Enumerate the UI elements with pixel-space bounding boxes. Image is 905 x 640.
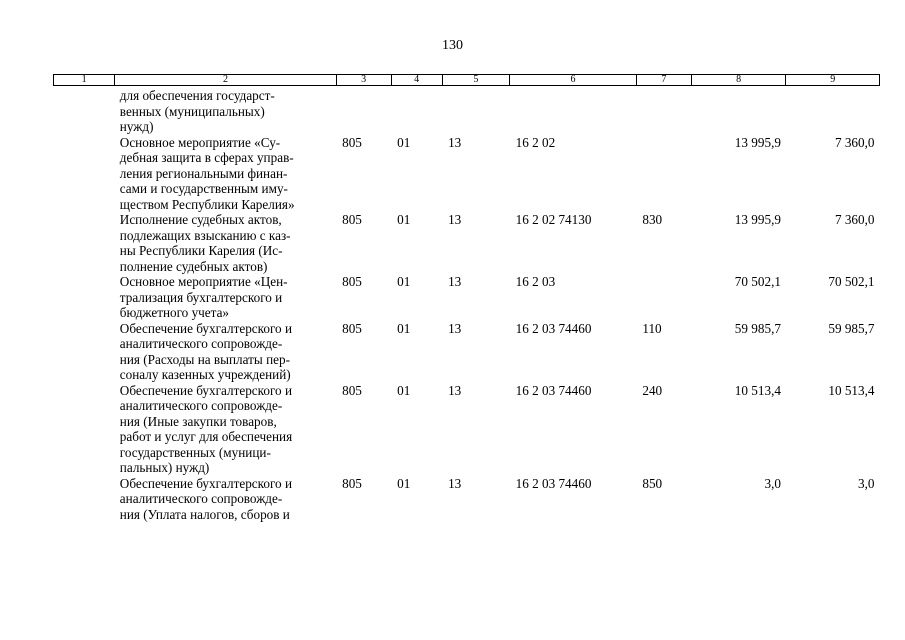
expense-type-cell: 850 [642, 475, 663, 491]
expense-type-cell: 830 [642, 212, 663, 227]
item-name-line: пальных) нужд) [119, 460, 210, 475]
item-name-line: для обеспечения государст- [119, 88, 275, 103]
table-row [54, 476, 880, 523]
grbs-cell: 805 [342, 382, 362, 398]
item-name-cell [115, 476, 336, 523]
subsection-cell: 13 [448, 134, 462, 150]
subsection-cell [442, 86, 510, 135]
table-row [54, 135, 880, 213]
item-name-line: аналитического сопровожде- [119, 398, 283, 413]
column-header: 2 [115, 75, 336, 86]
amount-2-cell: 3,0 [858, 475, 875, 491]
table-row [54, 86, 880, 135]
amount-1-cell [691, 86, 786, 135]
item-name-line: Основное мероприятие «Су- [119, 134, 281, 150]
item-name-line: ления региональными финан- [119, 165, 288, 181]
item-name-line: Основное мероприятие «Цен- [119, 274, 288, 289]
target-article-cell: 16 2 03 [515, 274, 556, 289]
empty-cell [54, 212, 115, 274]
column-header: 7 [636, 75, 691, 86]
item-name-cell [115, 383, 336, 476]
amount-2-cell [786, 86, 880, 135]
amount-2-cell: 7 360,0 [834, 134, 875, 150]
item-name-line: Обеспечение бухгалтерского и [119, 382, 292, 398]
amount-1-cell: 13 995,9 [734, 134, 781, 150]
column-header: 5 [442, 75, 510, 86]
item-name-cell [115, 321, 336, 383]
column-header: 9 [786, 75, 880, 86]
item-name-line: бюджетного учета» [119, 305, 230, 320]
column-header: 4 [391, 75, 442, 86]
empty-cell [54, 86, 115, 135]
item-name-line: ния (Иные закупки товаров, [119, 413, 277, 429]
item-name-line: соналу казенных учреждений) [119, 367, 291, 382]
grbs-cell: 805 [342, 212, 362, 227]
item-name-line: ния (Уплата налогов, сборов и [119, 506, 290, 522]
empty-cell [54, 476, 115, 523]
item-name-cell [115, 135, 336, 213]
item-name-line: государственных (муници- [119, 444, 271, 460]
expense-type-cell [636, 86, 691, 135]
column-header: 8 [691, 75, 786, 86]
item-name-line: Обеспечение бухгалтерского и [119, 320, 292, 336]
column-header: 6 [510, 75, 637, 86]
item-name-line: ны Республики Карелия (Ис- [119, 243, 283, 258]
grbs-cell [336, 86, 391, 135]
empty-cell [54, 321, 115, 383]
item-name-line: работ и услуг для обеспечения [119, 429, 293, 444]
item-name-line: Исполнение судебных актов, [119, 212, 282, 227]
section-cell: 01 [397, 320, 411, 336]
subsection-cell: 13 [448, 320, 462, 336]
subsection-cell: 13 [448, 274, 462, 289]
grbs-cell: 805 [342, 274, 362, 289]
target-article-cell: 16 2 03 74460 [515, 320, 592, 336]
section-cell: 01 [397, 212, 411, 227]
item-name-line: нужд) [119, 119, 154, 134]
table-body [54, 86, 880, 523]
table-row [54, 383, 880, 476]
amount-1-cell: 59 985,7 [734, 320, 781, 336]
amount-1-cell: 13 995,9 [734, 212, 781, 227]
table-row [54, 321, 880, 383]
empty-cell [54, 383, 115, 476]
item-name-line: аналитического сопровожде- [119, 491, 283, 506]
table-row [54, 212, 880, 274]
item-name-cell [115, 274, 336, 321]
subsection-cell: 13 [448, 212, 462, 227]
budget-table [53, 74, 880, 522]
target-article-cell: 16 2 03 74460 [515, 475, 592, 491]
grbs-cell: 805 [342, 134, 362, 150]
item-name-cell [115, 212, 336, 274]
item-name-cell [115, 86, 336, 135]
subsection-cell: 13 [448, 475, 462, 491]
item-name-line: ществом Республики Карелия» [119, 196, 295, 212]
item-name-line: полнение судебных актов) [119, 258, 268, 274]
section-cell [391, 86, 442, 135]
item-name-line: трализация бухгалтерского и [119, 289, 283, 305]
expense-type-cell [636, 274, 691, 321]
amount-2-cell: 70 502,1 [828, 274, 875, 289]
item-name-line: дебная защита в сферах управ- [119, 150, 294, 165]
section-cell: 01 [397, 382, 411, 398]
table-row [54, 274, 880, 321]
amount-2-cell: 7 360,0 [834, 212, 875, 227]
column-header: 1 [54, 75, 115, 86]
target-article-cell: 16 2 03 74460 [515, 382, 592, 398]
expense-type-cell [636, 135, 691, 213]
item-name-line: аналитического сопровожде- [119, 336, 283, 351]
amount-1-cell: 3,0 [764, 475, 781, 491]
section-cell: 01 [397, 475, 411, 491]
subsection-cell: 13 [448, 382, 462, 398]
table-header-row [54, 75, 880, 86]
amount-2-cell: 10 513,4 [828, 382, 875, 398]
empty-cell [54, 135, 115, 213]
amount-1-cell: 10 513,4 [734, 382, 781, 398]
item-name-line: Обеспечение бухгалтерского и [119, 475, 292, 491]
column-header: 3 [336, 75, 391, 86]
amount-1-cell: 70 502,1 [734, 274, 781, 289]
item-name-line: ния (Расходы на выплаты пер- [119, 351, 290, 367]
target-article-cell: 16 2 02 74130 [515, 212, 592, 227]
target-article-cell [510, 86, 637, 135]
grbs-cell: 805 [342, 320, 362, 336]
item-name-line: подлежащих взысканию с каз- [119, 227, 291, 243]
item-name-line: сами и государственным иму- [119, 181, 288, 196]
expense-type-cell: 240 [642, 382, 663, 398]
item-name-line: венных (муниципальных) [119, 103, 265, 119]
section-cell: 01 [397, 274, 411, 289]
expense-type-cell: 110 [642, 320, 662, 336]
amount-2-cell: 59 985,7 [828, 320, 875, 336]
empty-cell [54, 274, 115, 321]
section-cell: 01 [397, 134, 411, 150]
target-article-cell: 16 2 02 [515, 134, 556, 150]
grbs-cell: 805 [342, 475, 362, 491]
page-number: 130 [442, 38, 463, 53]
